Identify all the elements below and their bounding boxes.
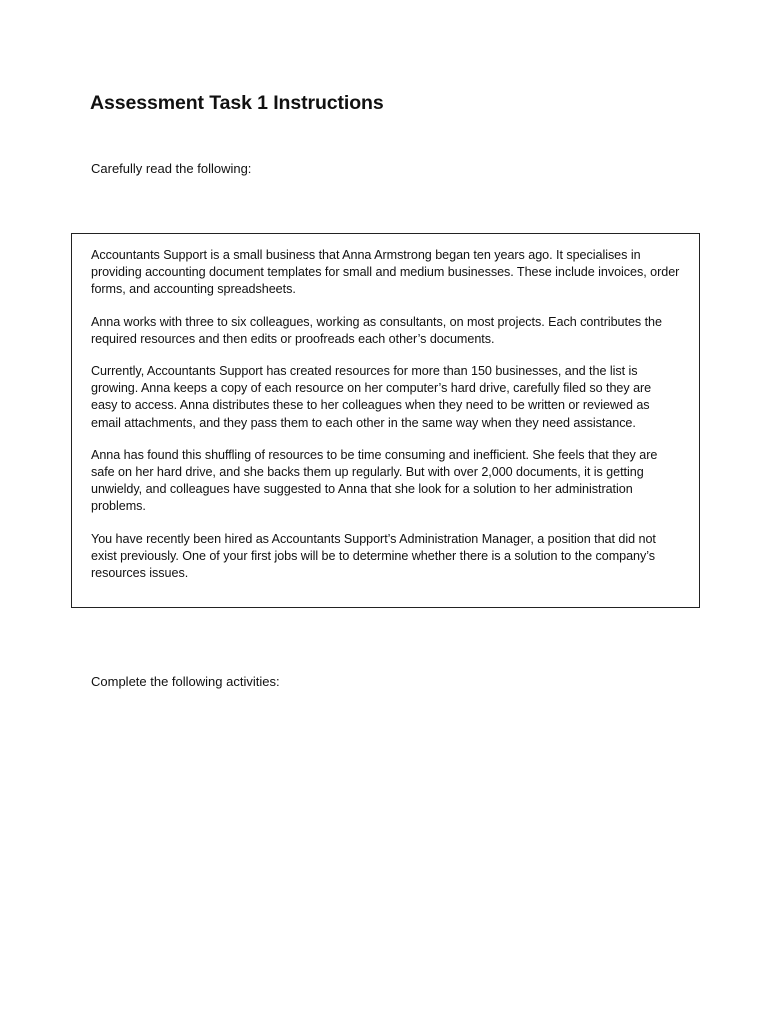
page-title: Assessment Task 1 Instructions xyxy=(90,92,384,114)
intro-text: Carefully read the following: xyxy=(91,161,252,176)
scenario-paragraph: Accountants Support is a small business that Anna Armstrong began ten years ago. It specialises in providing accounting document templates for small and medium businesses. These include invoices, order forms, and accounting spreadsheets. xyxy=(91,248,680,297)
scenario-box xyxy=(71,233,700,608)
scenario-paragraph: Anna has found this shuffling of resources to be time consuming and inefficient. She feels that they are safe on her hard drive, and she backs them up regularly. But with over 2,000 documents, it is getting unwieldy, and colleagues have suggested to Anna that she look for a solution to her administration problems. xyxy=(91,447,658,514)
scenario-paragraph: Currently, Accountants Support has created resources for more than 150 businesses, and the list is growing. Anna keeps a copy of each resource on her computer’s hard drive, carefully filed so they are easy to access. Anna distributes these to her colleagues when they need to be written or reviewed as email attachments, and they pass them to each other in the same way when they need assistance. xyxy=(91,364,652,430)
activities-heading: Complete the following activities: xyxy=(91,674,280,689)
scenario-paragraph: You have recently been hired as Accountants Support’s Administration Manager, a position that did not exist previously. One of your first jobs will be to determine whether there is a solution to the company’s resources issues. xyxy=(91,531,656,581)
scenario-paragraph: Anna works with three to six colleagues, working as consultants, on most projects. Each contributes the required resources and then edits or proofreads each other’s documents. xyxy=(91,314,662,346)
